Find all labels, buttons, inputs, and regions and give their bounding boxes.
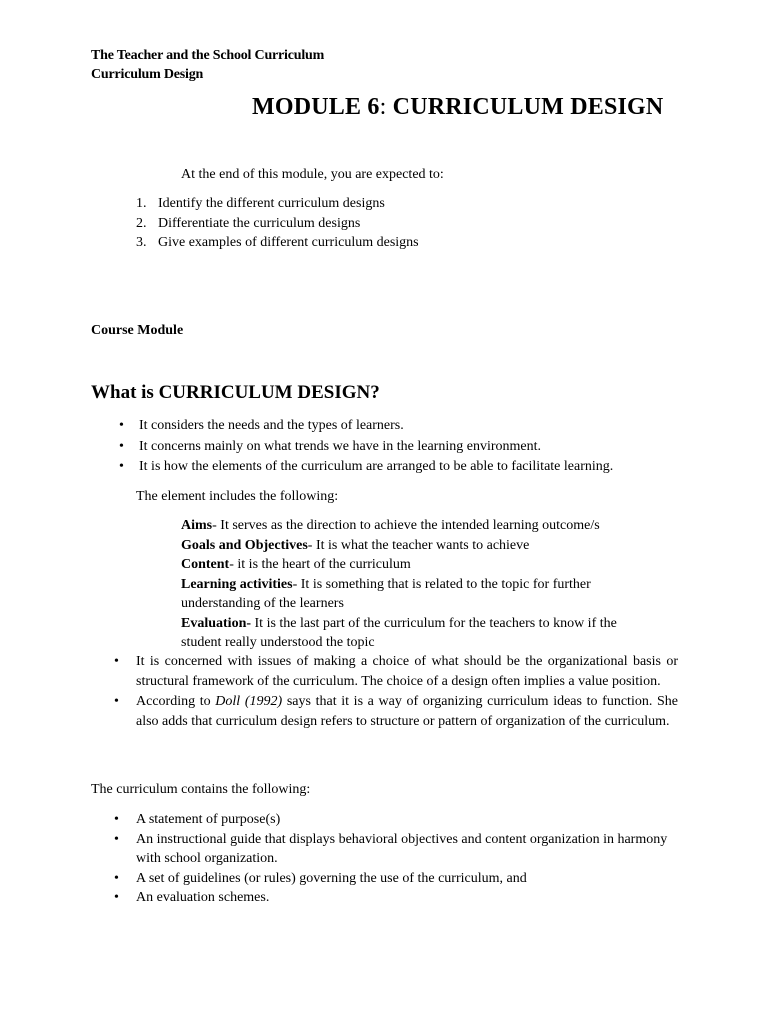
element-desc: - It is what the teacher wants to achieve bbox=[307, 537, 530, 553]
title-colon: : bbox=[379, 94, 387, 120]
objectives-list bbox=[136, 194, 419, 253]
element-desc: - it is the heart of the curriculum bbox=[229, 557, 411, 572]
bullet-glyph: • bbox=[119, 418, 124, 433]
item-text: Identify the different curriculum designs bbox=[158, 196, 385, 211]
element-term: Learning activities bbox=[181, 576, 293, 592]
bullet-text: An evaluation schemes. bbox=[136, 890, 270, 905]
element-item bbox=[181, 575, 651, 614]
bullet-text: A set of guidelines (or rules) governing the use of the curriculum, and bbox=[136, 870, 527, 886]
bullet-glyph: • bbox=[114, 890, 119, 905]
list-item bbox=[114, 810, 676, 830]
page-title bbox=[252, 92, 663, 122]
contains-lead: The curriculum contains the following: bbox=[91, 782, 311, 797]
bullet-before: According to bbox=[136, 694, 216, 709]
bullet-glyph: • bbox=[114, 654, 119, 669]
bullet-text: It is concerned with issues of making a choice of what should be the organizational basis or structural framework of the curriculum. The choice of a design often implies a value position. bbox=[136, 654, 678, 689]
list-item bbox=[119, 437, 699, 458]
element-item bbox=[181, 536, 661, 556]
element-item bbox=[181, 555, 661, 575]
header-course: The Teacher and the School Curriculum bbox=[91, 48, 325, 63]
citation: Doll (1992) bbox=[215, 694, 283, 709]
list-item bbox=[114, 869, 676, 889]
list-item bbox=[136, 233, 419, 253]
list-item bbox=[136, 194, 419, 214]
bullet-text: It is how the elements of the curriculum are arranged to be able to facilitate learning. bbox=[139, 459, 614, 474]
list-item bbox=[114, 652, 678, 691]
element-term: Evaluation- bbox=[181, 615, 252, 631]
bullet-glyph: • bbox=[114, 870, 119, 886]
title-prefix: MODULE 6 bbox=[252, 94, 380, 120]
bullet-glyph: • bbox=[114, 694, 119, 709]
bullet-text: A statement of purpose(s) bbox=[136, 812, 281, 827]
list-item bbox=[114, 888, 676, 908]
design-bullets bbox=[114, 652, 678, 731]
list-item bbox=[114, 830, 676, 869]
element-item bbox=[181, 516, 661, 536]
bullet-glyph: • bbox=[119, 459, 124, 474]
objectives-intro: At the end of this module, you are expected to: bbox=[181, 167, 444, 182]
element-desc: - It is something that is related to the topic for further understanding of the learners bbox=[181, 576, 591, 611]
element-term: Goals and Objectives bbox=[181, 537, 308, 553]
bullet-text: It considers the needs and the types of learners. bbox=[139, 418, 404, 433]
bullet-text: It concerns mainly on what trends we have in the learning environment. bbox=[139, 438, 541, 454]
element-term: Content bbox=[181, 557, 230, 572]
elements-lead: The element includes the following: bbox=[136, 489, 339, 504]
item-number: 2. bbox=[136, 215, 147, 231]
bullet-text: An instructional guide that displays behavioral objectives and content organization in harmony with school organization. bbox=[136, 831, 668, 866]
course-module-label: Course Module bbox=[91, 323, 184, 338]
element-desc: It is the last part of the curriculum for the teachers to know if the student really understood the topic bbox=[181, 615, 617, 650]
list-item bbox=[119, 457, 699, 478]
item-text: Give examples of different curriculum designs bbox=[158, 235, 419, 250]
list-item bbox=[119, 416, 699, 437]
section-heading: What is CURRICULUM DESIGN? bbox=[91, 382, 380, 403]
item-number: 1. bbox=[136, 196, 147, 211]
element-desc: - It serves as the direction to achieve the intended learning outcome/s bbox=[212, 518, 600, 533]
bullet-glyph: • bbox=[114, 812, 119, 827]
elements-list bbox=[181, 516, 661, 653]
item-number: 3. bbox=[136, 235, 147, 250]
bullet-after: says that it is a way of organizing curriculum ideas to function. She also adds that curriculum design refers to structure or pattern of organization of the curriculum. bbox=[136, 694, 678, 729]
element-term: Aims bbox=[181, 518, 213, 533]
bullet-glyph: • bbox=[114, 831, 119, 847]
definition-bullets bbox=[119, 416, 699, 478]
title-rest: CURRICULUM DESIGN bbox=[386, 94, 664, 120]
contains-list bbox=[114, 810, 676, 908]
list-item bbox=[136, 214, 419, 234]
header-topic: Curriculum Design bbox=[91, 67, 204, 82]
list-item bbox=[114, 692, 678, 731]
bullet-glyph: • bbox=[119, 438, 124, 454]
item-text: Differentiate the curriculum designs bbox=[158, 215, 361, 231]
element-item bbox=[181, 614, 656, 653]
